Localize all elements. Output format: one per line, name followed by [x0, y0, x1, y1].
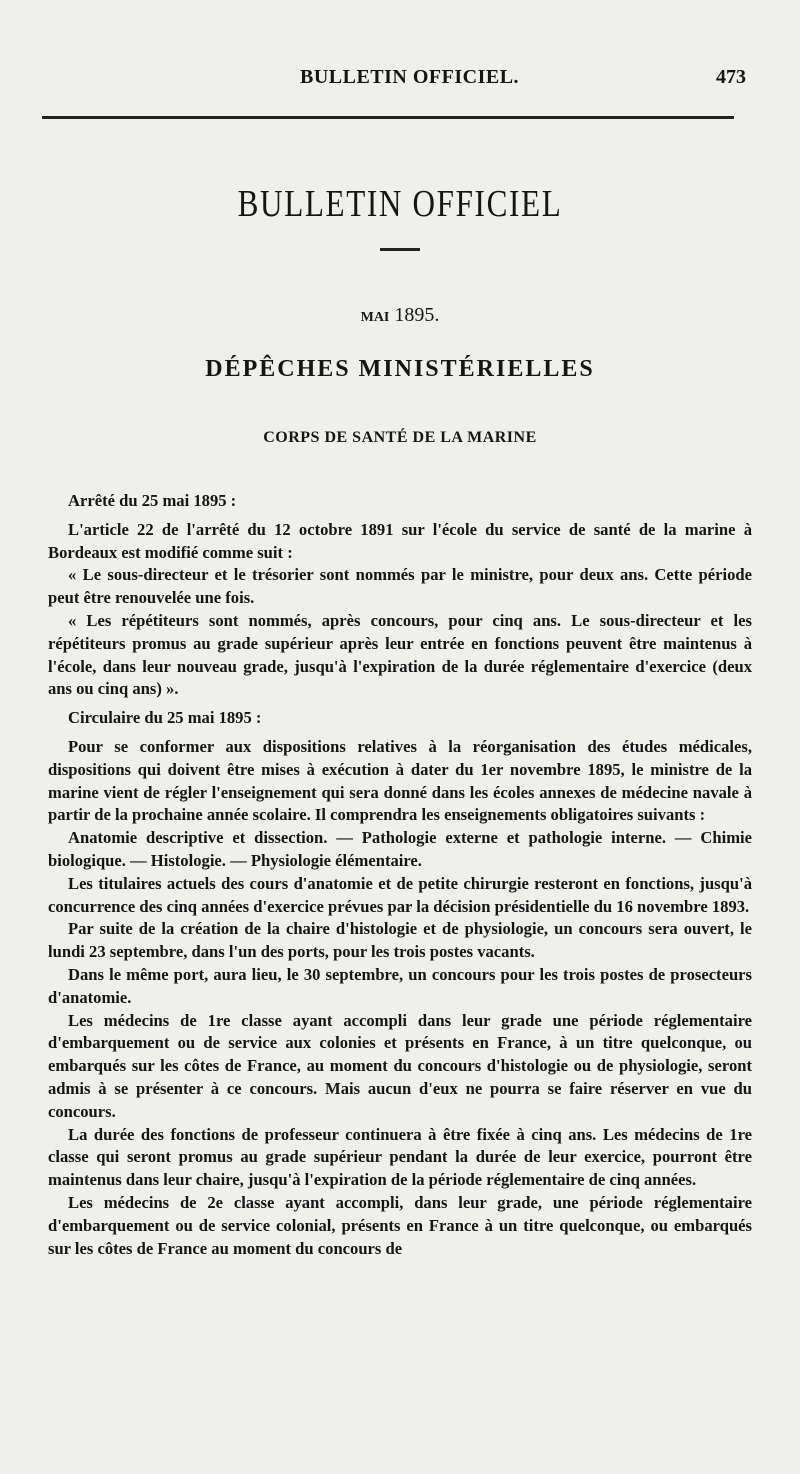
paragraph: Dans le même port, aura lieu, le 30 septembre, un concours pour les trois postes de prosecteurs d'anatomie.: [48, 964, 752, 1007]
paragraph: Pour se conformer aux dispositions relatives à la réorganisation des études médicales, dispositions qui doivent être mises à exécution à dater du 1er novembre 1895, le ministre de la marine vient de régler l'enseignement qui sera donné dans les écoles annexes de médecine navale à partir de la prochaine année scolaire. Il comprendra les enseignements obligatoires suivants :: [48, 736, 752, 825]
date-line: [0, 304, 800, 327]
page-number: 473: [716, 66, 746, 88]
arrete-heading: Arrêté du 25 mai 1895 :: [68, 491, 237, 510]
body-text: [48, 490, 752, 1260]
paragraph: L'article 22 de l'arrêté du 12 octobre 1891 sur l'école du service de santé de la marine à Bordeaux est modifié comme suit :: [48, 519, 752, 562]
paragraph: « Le sous-directeur et le trésorier sont nommés par le ministre, pour deux ans. Cette période peut être renouvelée une fois.: [48, 565, 752, 608]
section-title: DÉPÊCHES MINISTÉRIELLES: [205, 356, 595, 382]
main-title: BULLETIN OFFICIEL: [237, 183, 563, 225]
paragraph: Les titulaires actuels des cours d'anatomie et de petite chirurgie resteront en fonctions, jusqu'à concurrence des cinq années d'exercice prévues par la décision présidentielle du 16 novembre 1893.: [48, 873, 752, 916]
paragraph: Par suite de la création de la chaire d'histologie et de physiologie, un concours sera ouvert, le lundi 23 septembre, dans l'un des ports, pour les trois postes vacants.: [48, 919, 752, 962]
paragraph: « Les répétiteurs sont nommés, après concours, pour cinq ans. Le sous-directeur et les répétiteurs promus au grade supérieur après leur entrée en fonctions peuvent être maintenus à l'école, dans leur nouveau grade, jusqu'à l'expiration de la durée réglementaire d'exercice (deux ans ou cinq ans) ».: [48, 610, 752, 699]
title-rule: [380, 248, 420, 251]
paragraph: Anatomie descriptive et dissection. — Pathologie externe et pathologie interne. — Chimie biologique. — Histologie. — Physiologie élémentaire.: [48, 828, 752, 870]
circulaire-heading: Circulaire du 25 mai 1895 :: [68, 708, 262, 728]
subsection-title: CORPS DE SANTÉ DE LA MARINE: [263, 429, 537, 446]
date-year: 1895.: [394, 304, 440, 326]
paragraph: Les médecins de 2e classe ayant accompli, dans leur grade, une période réglementaire d'embarquement ou de service colonial, présents en France à un titre quelconque, ou embarqués sur les côtes de France au moment du concours de: [48, 1192, 752, 1258]
paragraph: La durée des fonctions de professeur continuera à être fixée à cinq ans. Les médecins de 1re classe qui seront promus au grade supérieur pendant la durée de leur exercice, pourront être maintenus dans leur chaire, jusqu'à l'expiration de la période réglementaire de cinq années.: [48, 1124, 752, 1190]
date-month: MAI: [360, 310, 390, 325]
paragraph: Les médecins de 1re classe ayant accompli dans leur grade une période réglementaire d'embarquement ou de service aux colonies et présents en France, à un titre quelconque, ou embarqués sur les côtes de France, au moment du concours d'histologie ou de physiologie, seront admis à se présenter à ce concours. Mais aucun d'eux ne pourra se faire réserver en vue du concours.: [48, 1010, 752, 1121]
header-rule: [42, 116, 734, 119]
running-header: [0, 66, 800, 90]
running-title: BULLETIN OFFICIEL.: [300, 66, 520, 88]
